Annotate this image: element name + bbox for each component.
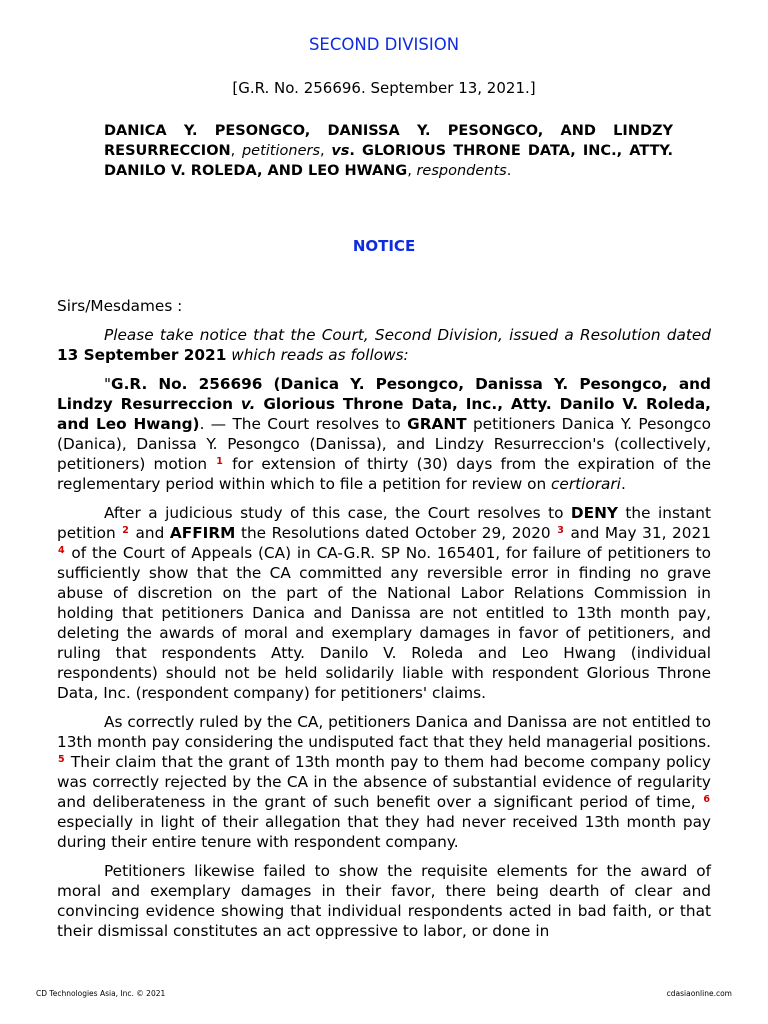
case-caption: G.R. No. 256696 (Danica Y. Pesongco, Danissa Y. Pesongco, and Lindzy Resurreccion v. Glorious Throne Data, Inc., Atty. Danilo V. Roleda, and Leo Hwang) [57,375,711,433]
petitioners-label: petitioners [241,143,321,159]
footer-site: cdasiaonline.com [666,989,732,998]
grant-keyword: GRANT [407,415,467,433]
deny-keyword: DENY [570,504,618,522]
footnote-link-3[interactable]: 3 [557,525,564,536]
case-number-line: [G.R. No. 256696. September 13, 2021.] [232,79,536,97]
paragraph-3: As correctly ruled by the CA, petitioners Danica and Danissa are not entitled to 13th month pay considering the undisputed fact that they held managerial positions. $^5$ Their claim that the grant of 13th month pay to them had become company policy was correctly rejected by the CA in the absence of substantial evidence of regularity and deliberateness in the grant of such benefit over a significant period of time, $^6$ especially in light of their allegation that they had never received 13th month pay during their entire tenure with respondent company. [57,713,711,851]
respondents-names: GLORIOUS THRONE DATA, INC., ATTY. DANILO V. ROLEDA, AND LEO HWANG [104,143,674,179]
petitioners-names: DANICA Y. PESONGCO, DANISSA Y. PESONGCO, AND LINDZY RESURRECCION [104,123,673,159]
versus: vs [331,143,350,159]
paragraph-1: "G.R. No. 256696 (Danica Y. Pesongco, Danissa Y. Pesongco, and Lindzy Resurreccion v. Glorious Throne Data, Inc., Atty. Danilo V. Roleda, and Leo Hwang). — The Court resolves to GRANT petitioners Danica Y. Pesongco (Danica), Danissa Y. Pesongco (Danissa), and Lindzy Resurreccion's (collectively, petitioners) motion $^1$ for extension of thirty (30) days from the expiration of the reglementary period within which to file a petition for review on certiorari. [57,375,711,493]
affirm-keyword: AFFIRM [169,524,236,542]
paragraph-4: Petitioners likewise failed to show the requisite elements for the award of moral and exemplary damages in their favor, there being dearth of clear and convincing evidence showing that individual respondents acted in bad faith, or that their dismissal constitutes an act oppressive to labor, or done in [57,862,711,940]
resolution-date: 13 September 2021 [57,346,227,364]
footnote-link-4[interactable]: 4 [58,545,65,556]
footnote-link-6[interactable]: 6 [703,794,710,805]
salutation: Sirs/Mesdames : [57,297,183,315]
footnote-link-2[interactable]: 2 [122,525,129,536]
respondents-label: respondents [416,163,507,179]
intro-paragraph: Please take notice that the Court, Second Division, issued a Resolution dated 13 September 2021 which reads as follows: [57,326,711,364]
division-heading: SECOND DIVISION [308,35,460,54]
notice-body [57,296,711,950]
footnote-link-5[interactable]: 5 [58,754,65,765]
paragraph-2: After a judicious study of this case, the Court resolves to DENY the instant petition $^2$ and AFFIRM the Resolutions dated October 29, 2020 $^3$ and May 31, 2021 $^4$ of the Court of Appeals (CA) in CA-G.R. SP No. 165401, for failure of petitioners to sufficiently show that the CA committed any reversible error in finding no grave abuse of discretion on the part of the National Labor Relations Commission in holding that petitioners Danica and Danissa are not entitled to 13th month pay, deleting the awards of moral and exemplary damages in favor of petitioners, and ruling that respondents Atty. Danilo V. Roleda and Leo Hwang (individual respondents) should not be held solidarily liable with respondent Glorious Throne Data, Inc. (respondent company) for petitioners' claims. [57,504,711,702]
case-parties: DANICA Y. PESONGCO, DANISSA Y. PESONGCO, AND LINDZY RESURRECCION, petitioners, vs. GLORIOUS THRONE DATA, INC., ATTY. DANILO V. ROLEDA, AND LEO HWANG, respondents. [104,123,674,179]
notice-title: NOTICE [352,237,416,255]
footer-copyright: CD Technologies Asia, Inc. © 2021 [36,989,166,998]
footnote-link-1[interactable]: 1 [216,456,223,467]
